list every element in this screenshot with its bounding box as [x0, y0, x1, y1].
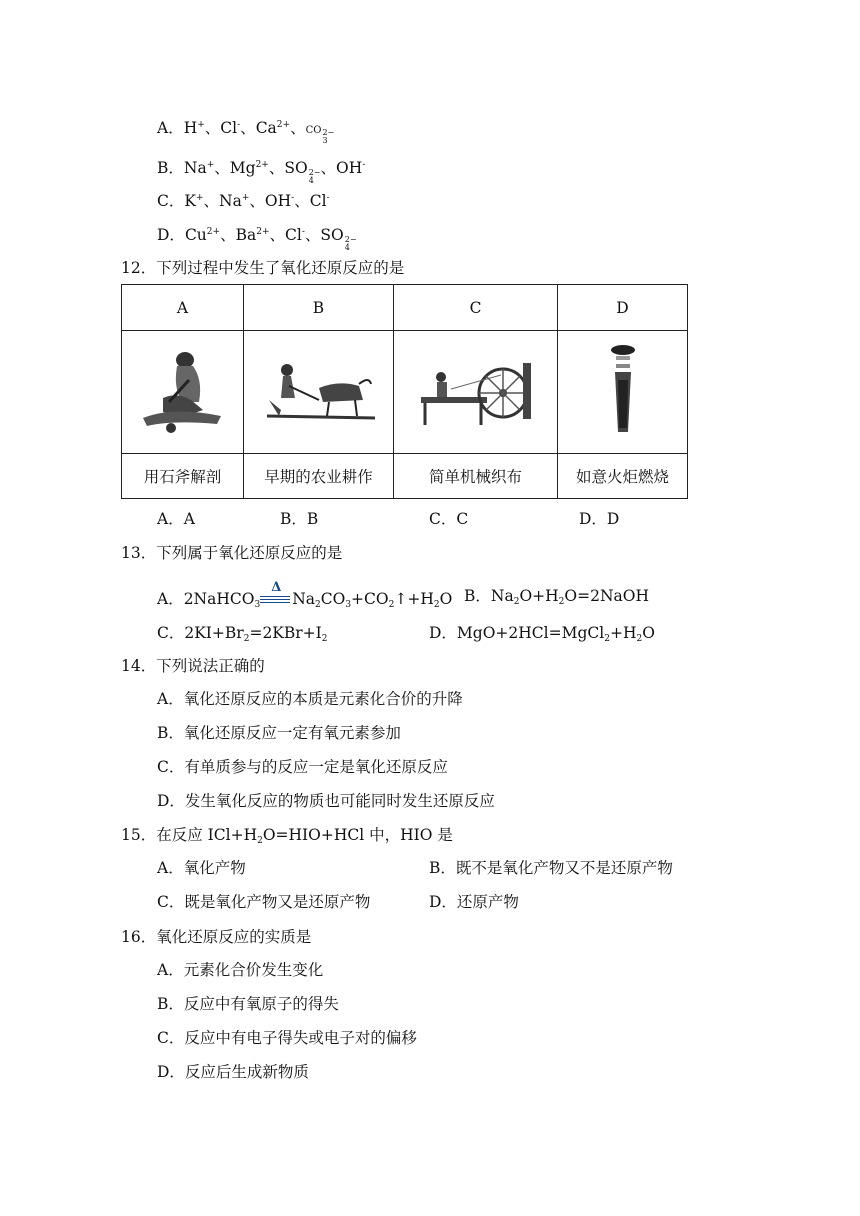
spinning-wheel-weaving-image: [394, 331, 558, 454]
q15-option-c: C．既是氧化产物又是还原产物: [157, 893, 371, 911]
q14-option-d: D．发生氧化反应的物质也可能同时发生还原反应: [157, 792, 495, 810]
q12-option-d: D．D: [579, 510, 620, 528]
torch-burning-image: [558, 331, 688, 454]
q12-header-d: D: [558, 285, 688, 331]
q12-caption-c: 简单机械织布: [394, 454, 558, 499]
q16-option-a: A．元素化合价发生变化: [157, 961, 324, 979]
q12-caption-d: 如意火炬燃烧: [558, 454, 688, 499]
q13-option-b: B．$Na_2O+H_2O=2NaOH$: [464, 587, 649, 607]
q12-caption-b: 早期的农业耕作: [244, 454, 394, 499]
heating-delta-icon: Δ: [260, 586, 292, 606]
q12-option-c: C．C: [429, 510, 469, 528]
q15-option-d: D．还原产物: [429, 893, 519, 911]
early-farming-plow-image: [244, 331, 394, 454]
q14-option-b: B．氧化还原反应一定有氧元素参加: [157, 724, 401, 742]
q13-option-c: C．$2KI+Br_2=2KBr+I_2$: [157, 624, 328, 644]
q16-stem: 16．氧化还原反应的实质是: [121, 928, 312, 946]
q15-stem: 15．在反应 $ICl+H_2O=HIO+HCl$ 中，HIO 是: [121, 826, 453, 846]
q16-option-b: B．反应中有氧原子的得失: [157, 995, 339, 1013]
q13-stem: 13．下列属于氧化还原反应的是: [121, 544, 343, 562]
q12-caption-a: 用石斧解剖: [122, 454, 244, 499]
q11-option-d: D．$Cu^{2+}$、$Ba^{2+}$、Cl-、SO 2− 4: [157, 226, 357, 252]
q13-option-a: A．2NaHCO$_3$ Δ $Na_2CO_3+CO_2↑+H_2O$: [157, 580, 453, 610]
q15-option-a: A．氧化产物: [157, 859, 246, 877]
q12-table: [121, 284, 688, 499]
q13-option-d: D．$MgO+2HCl=MgCl_2+H_2O$: [429, 624, 655, 644]
q12-option-a: A．A: [157, 510, 195, 528]
q14-stem: 14．下列说法正确的: [121, 657, 265, 675]
q16-option-d: D．反应后生成新物质: [157, 1063, 309, 1081]
stone-axe-dissection-image: [122, 331, 244, 454]
q11-option-a: A．H+、Cl-、$Ca^{2+}$、CO 2− 3: [157, 119, 335, 145]
q15-option-b: B．既不是氧化产物又不是还原产物: [429, 859, 673, 877]
q16-option-c: C．反应中有电子得失或电子对的偏移: [157, 1029, 417, 1047]
q12-header-c: C: [394, 285, 558, 331]
q11-option-c: C．K+、Na+、OH-、Cl-: [157, 192, 330, 210]
q14-option-a: A．氧化还原反应的本质是元素化合价的升降: [157, 690, 463, 708]
q12-header-a: A: [122, 285, 244, 331]
q11-option-b: B．Na+、$Mg^{2+}$、SO 2− 4 、OH-: [157, 159, 366, 185]
q14-option-c: C．有单质参与的反应一定是氧化还原反应: [157, 758, 448, 776]
q12-header-b: B: [244, 285, 394, 331]
q12-option-b: B．B: [280, 510, 319, 528]
q12-stem: 12．下列过程中发生了氧化还原反应的是: [121, 259, 405, 277]
